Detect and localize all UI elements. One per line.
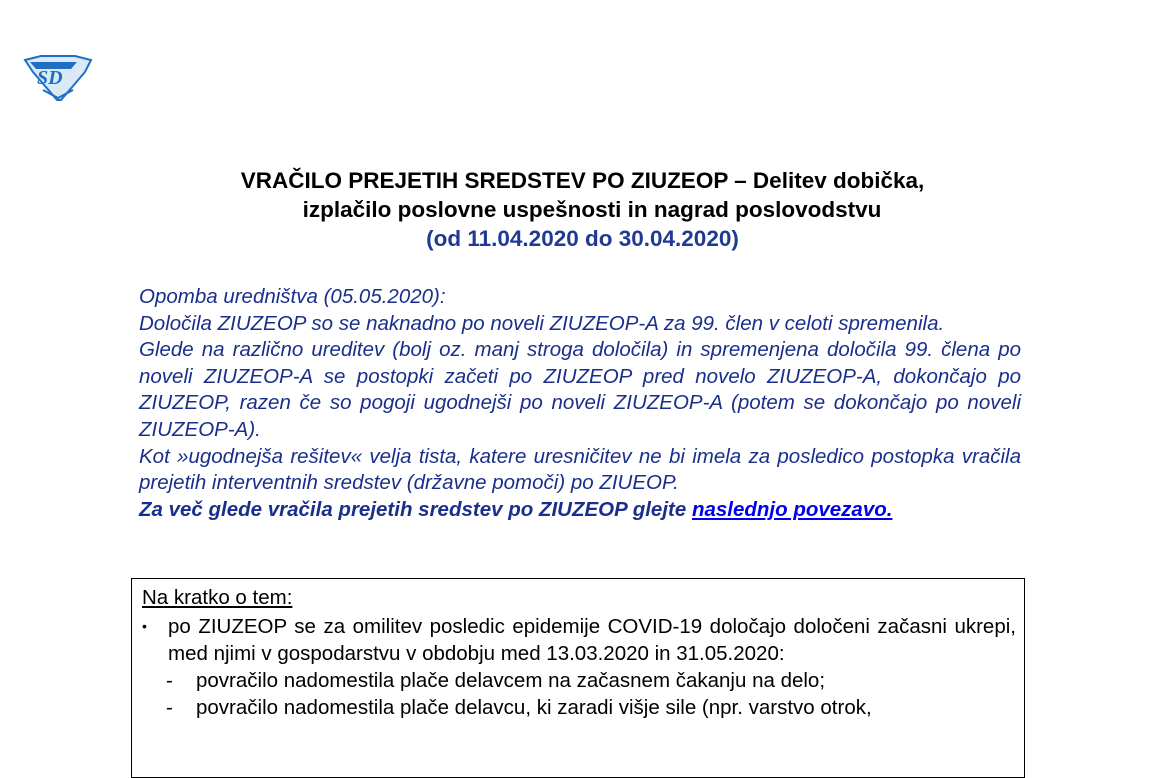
summary-heading: Na kratko o tem: <box>142 586 293 609</box>
svg-text:SD: SD <box>37 67 63 89</box>
summary-sub-item-text: povračilo nadomestila plače delavcem na začasnem čakanju na delo; <box>196 669 826 692</box>
title-line-2: izplačilo poslovne uspešnosti in nagrad poslovodstvu <box>302 197 882 222</box>
dash-icon: - <box>166 696 173 719</box>
note-paragraph-4 <box>139 497 1021 524</box>
title-date-range: (od 11.04.2020 do 30.04.2020) <box>426 226 739 251</box>
bullet-icon: • <box>142 618 147 634</box>
logo-icon <box>21 50 95 102</box>
summary-box <box>131 578 1025 778</box>
note-paragraph-3: Kot »ugodnejša rešitev« velja tista, katere uresničitev ne bi imela za posledico postopka vračila prejetih interventnih sredstev (državne pomoči) po ZIUEOP. <box>139 444 1021 495</box>
dash-icon: - <box>166 669 173 692</box>
summary-bullet <box>142 613 1016 667</box>
summary-sub-item <box>142 667 1016 694</box>
summary-sub-item-text: povračilo nadomestila plače delavcu, ki zaradi višje sile (npr. varstvo otrok, <box>196 696 872 719</box>
document-title <box>0 166 1157 253</box>
editorial-note <box>139 284 1021 523</box>
summary-bullet-text: po ZIUZEOP se za omilitev posledic epidemije COVID-19 določajo določeni začasni ukrepi, med njimi v gospodarstvu v obdobju med 13.03.2020 in 31.05.2020: <box>168 615 1016 665</box>
title-line-1: VRAČILO PREJETIH SREDSTEV PO ZIUZEOP – Delitev dobička, <box>240 168 925 193</box>
note-paragraph-1: Določila ZIUZEOP so se naknadno po noveli ZIUZEOP-A za 99. člen v celoti spremenila. <box>139 311 945 335</box>
note-link-intro: Za več glede vračila prejetih sredstev po ZIUZEOP glejte <box>139 497 692 521</box>
summary-sub-item <box>142 694 1016 721</box>
note-paragraph-2: Glede na različno ureditev (bolj oz. manj stroga določila) in spremenjena določila 99. člena po noveli ZIUZEOP-A se postopki začeti po ZIUZEOP pred novelo ZIUZEOP-A, dokončajo po ZIUZEOP, razen če so pogoji ugodnejši po noveli ZIUZEOP-A (potem se dokončajo po noveli ZIUZEOP-A). <box>139 338 1021 441</box>
note-heading: Opomba uredništva (05.05.2020): <box>139 285 446 308</box>
next-link[interactable]: naslednjo povezavo. <box>691 497 893 521</box>
